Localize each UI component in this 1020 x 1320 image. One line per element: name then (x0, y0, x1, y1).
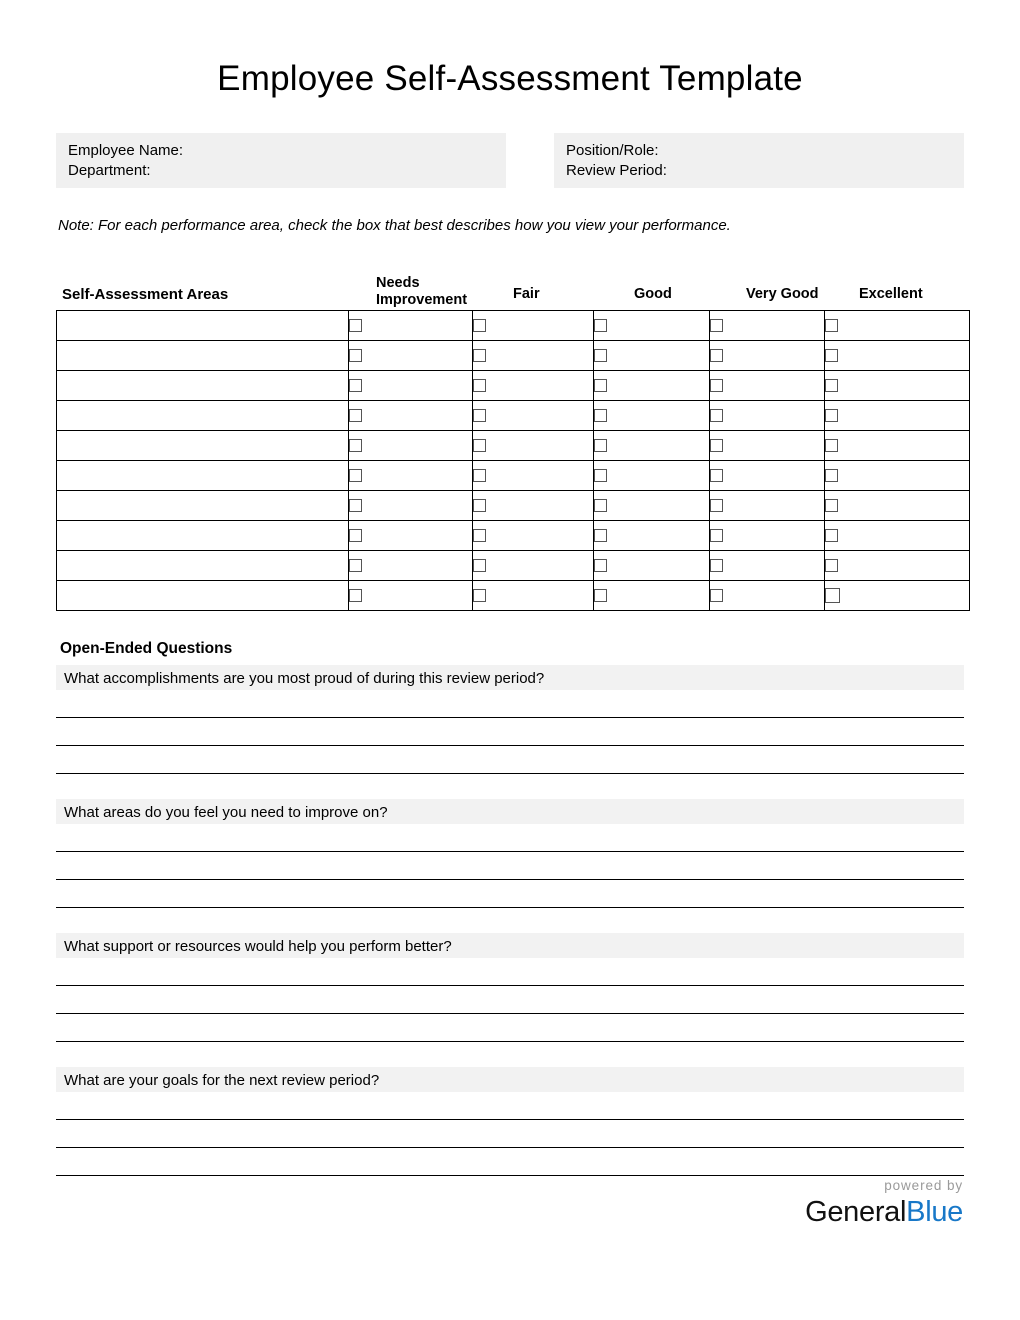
checkbox-icon[interactable] (594, 379, 607, 392)
checkbox-icon[interactable] (594, 439, 607, 452)
answer-lines (56, 824, 964, 908)
answer-line[interactable] (56, 1148, 964, 1176)
table-row (57, 401, 970, 431)
open-ended-question-block (56, 799, 964, 908)
table-row (57, 311, 970, 341)
rating-cell[interactable] (594, 431, 710, 461)
rating-cell[interactable] (349, 401, 473, 431)
rating-cell[interactable] (825, 581, 970, 611)
rating-cell[interactable] (473, 311, 594, 341)
open-ended-question-block (56, 665, 964, 774)
checkbox-icon[interactable] (825, 529, 838, 542)
rating-cell[interactable] (349, 461, 473, 491)
assessment-area-input-cell[interactable] (57, 401, 349, 431)
rating-cell[interactable] (473, 551, 594, 581)
checkbox-icon[interactable] (349, 409, 362, 422)
answer-lines (56, 1092, 964, 1176)
footer-branding (805, 1178, 963, 1229)
assessment-area-input-cell[interactable] (57, 461, 349, 491)
answer-line[interactable] (56, 986, 964, 1014)
rating-cell[interactable] (349, 551, 473, 581)
rating-cell[interactable] (349, 581, 473, 611)
checkbox-icon[interactable] (473, 469, 486, 482)
answer-line[interactable] (56, 824, 964, 852)
checkbox-icon[interactable] (710, 589, 723, 602)
answer-line[interactable] (56, 1120, 964, 1148)
checkbox-icon[interactable] (349, 499, 362, 512)
checkbox-icon[interactable] (594, 589, 607, 602)
column-header-needs-improvement: Needs Improvement (376, 275, 468, 308)
checkbox-icon[interactable] (349, 559, 362, 572)
checkbox-icon[interactable] (825, 349, 838, 362)
checkbox-icon[interactable] (594, 469, 607, 482)
position-info-box (554, 133, 964, 188)
column-header-areas: Self-Assessment Areas (62, 286, 229, 303)
rating-cell[interactable] (710, 371, 825, 401)
column-header-excellent: Excellent (859, 286, 923, 302)
instruction-note: Note: For each performance area, check the box that best describes how you view your performance. (58, 217, 731, 234)
answer-line[interactable] (56, 958, 964, 986)
checkbox-icon[interactable] (825, 319, 838, 332)
rating-cell[interactable] (594, 371, 710, 401)
table-row (57, 521, 970, 551)
rating-cell[interactable] (710, 551, 825, 581)
rating-cell[interactable] (710, 311, 825, 341)
logo-text-blue: Blue (906, 1196, 963, 1228)
assessment-area-input-cell[interactable] (57, 491, 349, 521)
rating-cell[interactable] (349, 341, 473, 371)
answer-line[interactable] (56, 746, 964, 774)
column-header-fair: Fair (513, 286, 540, 302)
checkbox-icon[interactable] (473, 559, 486, 572)
rating-cell[interactable] (349, 491, 473, 521)
checkbox-icon[interactable] (349, 439, 362, 452)
rating-cell[interactable] (473, 521, 594, 551)
rating-cell[interactable] (825, 371, 970, 401)
generalblue-logo (805, 1195, 963, 1229)
employee-info-box (56, 133, 506, 188)
table-row (57, 551, 970, 581)
checkbox-icon[interactable] (473, 529, 486, 542)
checkbox-icon[interactable] (710, 529, 723, 542)
answer-line[interactable] (56, 880, 964, 908)
checkbox-icon[interactable] (349, 319, 362, 332)
rating-cell[interactable] (825, 431, 970, 461)
rating-cell[interactable] (825, 491, 970, 521)
answer-lines (56, 958, 964, 1042)
rating-cell[interactable] (473, 401, 594, 431)
question-prompt: What are your goals for the next review period? (56, 1067, 964, 1092)
employee-name-label: Employee Name: (68, 142, 184, 159)
column-header-good: Good (634, 286, 672, 302)
checkbox-icon[interactable] (349, 379, 362, 392)
assessment-area-input-cell[interactable] (57, 581, 349, 611)
rating-cell[interactable] (349, 521, 473, 551)
rating-table-section (56, 265, 963, 611)
rating-cell[interactable] (349, 311, 473, 341)
checkbox-icon[interactable] (825, 469, 838, 482)
rating-cell[interactable] (825, 341, 970, 371)
checkbox-icon[interactable] (594, 319, 607, 332)
rating-cell[interactable] (473, 461, 594, 491)
logo-text-general: General (805, 1196, 907, 1228)
rating-cell[interactable] (594, 401, 710, 431)
rating-table (56, 310, 970, 611)
rating-cell[interactable] (594, 341, 710, 371)
open-ended-heading: Open-Ended Questions (60, 640, 233, 657)
table-row (57, 491, 970, 521)
checkbox-icon[interactable] (473, 439, 486, 452)
checkbox-icon[interactable] (825, 409, 838, 422)
rating-cell[interactable] (710, 491, 825, 521)
assessment-area-input-cell[interactable] (57, 431, 349, 461)
rating-cell[interactable] (710, 521, 825, 551)
checkbox-icon[interactable] (825, 439, 838, 452)
checkbox-icon[interactable] (473, 499, 486, 512)
rating-cell[interactable] (349, 371, 473, 401)
checkbox-icon[interactable] (710, 409, 723, 422)
rating-cell[interactable] (473, 371, 594, 401)
checkbox-icon[interactable] (825, 588, 840, 603)
checkbox-icon[interactable] (594, 499, 607, 512)
checkbox-icon[interactable] (473, 349, 486, 362)
checkbox-icon[interactable] (825, 499, 838, 512)
open-ended-question-block (56, 1067, 964, 1176)
assessment-area-input-cell[interactable] (57, 311, 349, 341)
position-role-label: Position/Role: (566, 142, 659, 159)
checkbox-icon[interactable] (594, 349, 607, 362)
checkbox-icon[interactable] (710, 439, 723, 452)
rating-cell[interactable] (473, 491, 594, 521)
answer-line[interactable] (56, 1092, 964, 1120)
checkbox-icon[interactable] (710, 379, 723, 392)
rating-cell[interactable] (473, 431, 594, 461)
assessment-area-input-cell[interactable] (57, 521, 349, 551)
rating-cell[interactable] (594, 551, 710, 581)
answer-line[interactable] (56, 690, 964, 718)
rating-cell[interactable] (594, 521, 710, 551)
rating-cell[interactable] (710, 341, 825, 371)
question-prompt: What areas do you feel you need to improve on? (56, 799, 964, 824)
assessment-area-input-cell[interactable] (57, 371, 349, 401)
checkbox-icon[interactable] (710, 349, 723, 362)
checkbox-icon[interactable] (825, 379, 838, 392)
answer-lines (56, 690, 964, 774)
rating-cell[interactable] (710, 431, 825, 461)
question-prompt: What accomplishments are you most proud of during this review period? (56, 665, 964, 690)
table-row (57, 371, 970, 401)
open-ended-question-block (56, 933, 964, 1042)
checkbox-icon[interactable] (710, 499, 723, 512)
rating-cell[interactable] (594, 461, 710, 491)
checkbox-icon[interactable] (473, 589, 486, 602)
rating-cell[interactable] (825, 551, 970, 581)
checkbox-icon[interactable] (710, 559, 723, 572)
checkbox-icon[interactable] (473, 409, 486, 422)
checkbox-icon[interactable] (825, 559, 838, 572)
column-header-very-good: Very Good (746, 286, 819, 302)
rating-cell[interactable] (594, 491, 710, 521)
rating-cell[interactable] (473, 581, 594, 611)
rating-cell[interactable] (710, 581, 825, 611)
rating-cell[interactable] (825, 401, 970, 431)
rating-cell[interactable] (825, 521, 970, 551)
checkbox-icon[interactable] (710, 469, 723, 482)
checkbox-icon[interactable] (473, 379, 486, 392)
checkbox-icon[interactable] (473, 319, 486, 332)
table-row (57, 461, 970, 491)
table-row (57, 581, 970, 611)
checkbox-icon[interactable] (349, 349, 362, 362)
checkbox-icon[interactable] (710, 319, 723, 332)
table-row (57, 341, 970, 371)
assessment-area-input-cell[interactable] (57, 341, 349, 371)
checkbox-icon[interactable] (594, 409, 607, 422)
page-title: Employee Self-Assessment Template (217, 59, 803, 98)
rating-cell[interactable] (710, 401, 825, 431)
powered-by-label: powered by (884, 1178, 963, 1193)
checkbox-icon[interactable] (349, 589, 362, 602)
checkbox-icon[interactable] (594, 529, 607, 542)
question-prompt: What support or resources would help you perform better? (56, 933, 964, 958)
answer-line[interactable] (56, 718, 964, 746)
rating-cell[interactable] (349, 431, 473, 461)
answer-line[interactable] (56, 1014, 964, 1042)
answer-line[interactable] (56, 852, 964, 880)
rating-cell[interactable] (825, 311, 970, 341)
review-period-label: Review Period: (566, 162, 667, 179)
rating-cell[interactable] (710, 461, 825, 491)
rating-table-header (56, 265, 963, 310)
checkbox-icon[interactable] (349, 529, 362, 542)
rating-cell[interactable] (594, 311, 710, 341)
assessment-area-input-cell[interactable] (57, 551, 349, 581)
rating-cell[interactable] (825, 461, 970, 491)
department-label: Department: (68, 162, 151, 179)
rating-cell[interactable] (594, 581, 710, 611)
checkbox-icon[interactable] (594, 559, 607, 572)
rating-cell[interactable] (473, 341, 594, 371)
table-row (57, 431, 970, 461)
checkbox-icon[interactable] (349, 469, 362, 482)
